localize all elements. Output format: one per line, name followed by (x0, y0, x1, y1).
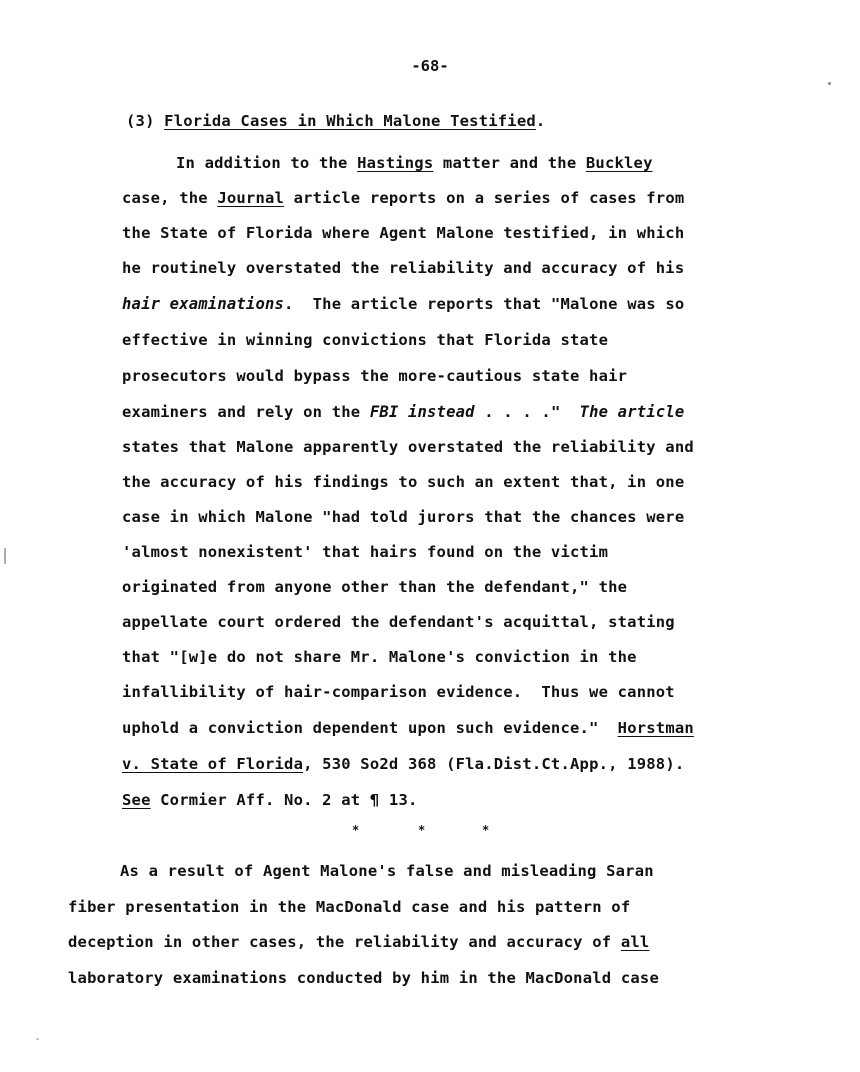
para1-line-12: 'almost nonexistent' that hairs found on the victim (122, 543, 609, 561)
page-number: -68- (411, 57, 449, 75)
section-heading (126, 112, 545, 130)
para2-line-1: As a result of Agent Malone's false and misleading Saran (120, 862, 654, 880)
para1-line-8 (122, 403, 684, 421)
paragraph-mark: ¶ (369, 791, 380, 809)
section-separator (352, 823, 502, 843)
heading-period: . (535, 112, 546, 130)
case-citation-part2: v. State of Florida (122, 755, 304, 773)
case-hastings: Hastings (357, 154, 434, 172)
separator-asterisk: * (418, 823, 426, 837)
emphasis-all: all (620, 933, 650, 951)
text-run: . The article reports that "Malone was so (284, 295, 685, 313)
scan-speck (828, 82, 831, 85)
italic-text: FBI instead (369, 403, 475, 421)
para1-line-9: states that Malone apparently overstated the reliability and (122, 438, 694, 456)
journal-title: Journal (217, 189, 285, 207)
para1-line-16: infallibility of hair-comparison evidence. Thus we cannot (122, 683, 675, 701)
para1-line-5 (122, 295, 684, 313)
para1-line-1 (176, 154, 653, 172)
separator-asterisk: * (482, 823, 490, 837)
para1-line-7: prosecutors would bypass the more-cautious state hair (122, 367, 628, 385)
para1-line-17 (122, 719, 694, 737)
italic-text: hair examinations (122, 295, 285, 313)
scan-speck (36, 1038, 39, 1040)
see-signal: See (122, 791, 151, 809)
para2-line-3 (68, 933, 649, 951)
text-run: 13. (379, 791, 418, 809)
heading-number: (3) (126, 112, 155, 130)
case-citation-part1: Horstman (617, 719, 694, 737)
para1-line-3: the State of Florida where Agent Malone testified, in which (122, 224, 685, 242)
text-run: , 530 So2d 368 (Fla.Dist.Ct.App., 1988). (303, 755, 685, 773)
para1-line-4: he routinely overstated the reliability and accuracy of his (122, 259, 685, 277)
para1-line-6: effective in winning convictions that Florida state (122, 331, 609, 349)
text-run: Cormier Aff. No. 2 at (150, 791, 370, 809)
italic-text: The article (579, 403, 685, 421)
para1-line-19 (122, 791, 418, 809)
para2-line-2: fiber presentation in the MacDonald case and his pattern of (68, 898, 631, 916)
heading-title: Florida Cases in Which Malone Testified (164, 112, 536, 130)
separator-asterisk: * (352, 823, 360, 837)
para1-line-18 (122, 755, 684, 773)
para1-line-10: the accuracy of his findings to such an extent that, in one (122, 473, 685, 491)
para1-line-2 (122, 189, 684, 207)
text-run: uphold a conviction dependent upon such evidence." (122, 719, 618, 737)
text-run: . . . ." (474, 403, 580, 421)
para1-line-11: case in which Malone "had told jurors that the chances were (122, 508, 685, 526)
text-run: deception in other cases, the reliability and accuracy of (68, 933, 621, 951)
text-run: article reports on a series of cases from (284, 189, 685, 207)
scan-speck (4, 548, 6, 564)
para1-line-13: originated from anyone other than the defendant," the (122, 578, 628, 596)
para1-line-15: that "[w]e do not share Mr. Malone's conviction in the (122, 648, 637, 666)
case-buckley: Buckley (585, 154, 653, 172)
text-run: examiners and rely on the (122, 403, 370, 421)
para2-line-4: laboratory examinations conducted by him in the MacDonald case (68, 969, 659, 987)
text-run: case, the (122, 189, 218, 207)
text-run: In addition to the (176, 154, 358, 172)
para1-line-14: appellate court ordered the defendant's acquittal, stating (122, 613, 675, 631)
text-run: matter and the (433, 154, 586, 172)
